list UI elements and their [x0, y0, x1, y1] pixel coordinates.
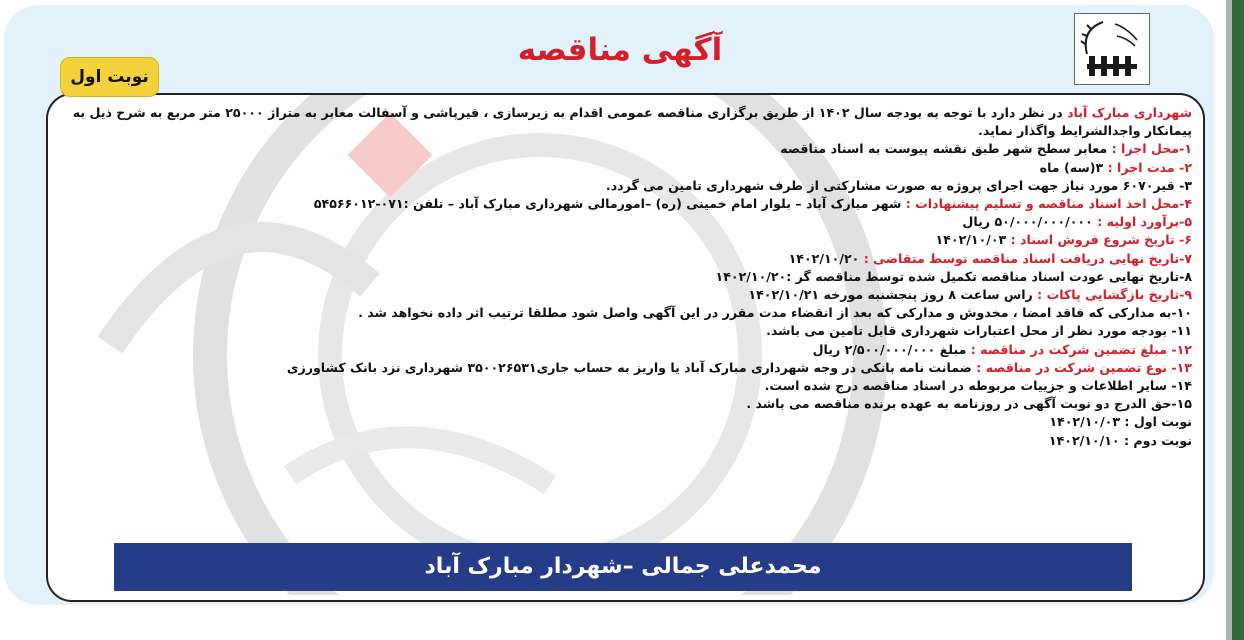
list-item: ۸-تاریخ نهایی عودت اسناد مناقصه تکمیل شده توسط مناقصه گر :۱۴۰۲/۱۰/۲۰ — [715, 268, 1192, 284]
signature-banner: محمدعلی جمالی –شهردار مبارک آباد — [114, 543, 1132, 591]
list-item: ۱۴- سایر اطلاعات و جزییات مربوطه در اسناد مناقصه درج شده است. — [764, 378, 1192, 394]
list-item: ۹-تاریخ بازگشایی پاکات : راس ساعت ۸ روز پنجشنبه مورخه ۱۴۰۲/۱۰/۲۱ — [748, 287, 1192, 303]
list-item: ۴-محل اخذ اسناد مناقصه و تسلیم پیشنهادات : شهر مبارک آباد – بلوار امام خمینی (ره) –امورمالی شهرداری مبارک آباد – تلفن :۰۷۱-۵۴۵۶۶۰۱۲ — [313, 196, 1192, 212]
list-item: ۳- قیر۶۰۷۰ مورد نیاز جهت اجرای پروژه به صورت مشارکتی از طرف شهرداری تامین می گردد. — [605, 177, 1192, 193]
list-item: ۵-برآورد اولیه : ۵۰/۰۰۰/۰۰۰/۰۰۰ ریال — [962, 214, 1192, 230]
publication-badge: نوبت اول — [60, 57, 159, 97]
list-item: ۶- تاریخ شروع فروش اسناد : ۱۴۰۲/۱۰/۰۳ — [935, 232, 1192, 248]
intro-paragraph — [54, 104, 1192, 140]
list-item: ۱۵-حق الدرج دو نوبت آگهی در روزنامه به عهده برنده مناقصه می باشد . — [746, 396, 1192, 412]
municipality-logo — [1074, 13, 1150, 85]
list-item: ۱-محل اجرا : معابر سطح شهر طبق نقشه پیوست به اسناد مناقصه — [780, 141, 1192, 157]
page-title: آگهی مناقصه — [517, 32, 723, 68]
list-item: ۲- مدت اجرا : ۳(سه) ماه — [1039, 159, 1192, 175]
publish-date-first: نوبت اول : ۱۴۰۲/۱۰/۰۳ — [1049, 414, 1192, 430]
intro-text: در نظر دارد با توجه به بودجه سال ۱۴۰۲ از طریق برگزاری مناقصه عمومی اقدام به زیرسازی ، قیرپاشی و آسفالت معابر به متراژ ۲۵۰۰۰ متر مربع به شرح ذیل به پیمانکار واجدالشرایط واگذار نماید. — [72, 105, 1192, 139]
edge-strip-green — [1232, 0, 1244, 640]
list-item: ۷-تاریخ نهایی دریافت اسناد مناقصه توسط متقاضی : ۱۴۰۲/۱۰/۲۰ — [788, 250, 1192, 266]
tender-text — [54, 104, 1192, 450]
list-item: ۱۳- نوع تضمین شرکت در مناقصه : ضمانت نامه بانکی در وجه شهرداری مبارک آباد یا واریز به حساب جاری۳۵۰۰۲۶۵۳۱ شهرداری نزد بانک کشاورزی — [286, 359, 1192, 375]
list-item: ۱۱- بودجه مورد نظر از محل اعتبارات شهرداری قابل تامین می باشد. — [766, 323, 1192, 339]
list-item: ۱۰-به مدارکی که فاقد امضا ، مخدوش و مدارکی که بعد از انقضاء مدت مقرر در این آگهی واصل شود مطلقا ترتیب اثر داده نخواهد شد . — [358, 305, 1192, 321]
org-name: شهرداری مبارک آباد — [1067, 105, 1192, 120]
list-item: ۱۲- مبلغ تضمین شرکت در مناقصه : مبلغ ۲/۵۰۰/۰۰۰/۰۰۰ ریال — [812, 341, 1192, 357]
publish-date-second: نوبت دوم : ۱۴۰۲/۱۰/۱۰ — [1048, 432, 1192, 448]
